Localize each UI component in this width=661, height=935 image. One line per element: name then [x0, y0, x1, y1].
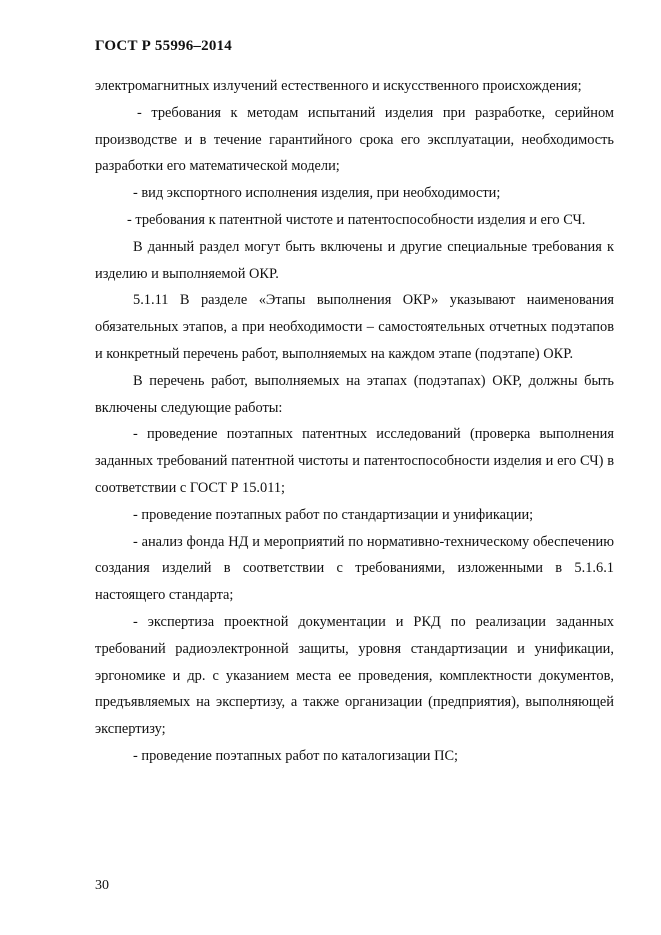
- paragraph: - анализ фонда НД и мероприятий по нормативно-техническому обеспечению создания изделий в соответствии с требованиями, изложенными в 5.1.6.1 настоящего стандарта;: [95, 533, 614, 604]
- paragraph: В перечень работ, выполняемых на этапах (подэтапах) ОКР, должны быть включены следующие работы:: [95, 372, 614, 416]
- paragraph: - требования к методам испытаний изделия при разработке, серийном производстве и в течение гарантийного срока его эксплуатации, необходимость разработки его математической модели;: [95, 104, 614, 175]
- paragraph: - вид экспортного исполнения изделия, при необходимости;: [133, 185, 501, 202]
- paragraph: - проведение поэтапных патентных исследований (проверка выполнения заданных требований патентной чистоты и патентоспособности изделия и его СЧ) в соответствии с ГОСТ Р 15.011;: [95, 426, 614, 496]
- paragraph: В данный раздел могут быть включены и другие специальные требования к изделию и выполняемой ОКР.: [95, 238, 614, 282]
- document-body: [95, 73, 614, 770]
- page-number: 30: [95, 878, 109, 893]
- paragraph: - проведение поэтапных работ по стандартизации и унификации;: [133, 506, 534, 523]
- document-header: ГОСТ Р 55996–2014: [95, 38, 232, 54]
- paragraph: - требования к патентной чистоте и патентоспособности изделия и его СЧ.: [127, 211, 586, 228]
- paragraph: электромагнитных излучений естественного и искусственного происхождения;: [95, 78, 582, 94]
- paragraph: 5.1.11 В разделе «Этапы выполнения ОКР» указывают наименования обязательных этапов, а при необходимости – самостоятельных отчетных подэтапов и конкретный перечень работ, выполняемых на каждом этапе (подэтапе) ОКР.: [95, 292, 614, 362]
- paragraph: - проведение поэтапных работ по каталогизации ПС;: [133, 747, 459, 764]
- paragraph: - экспертиза проектной документации и РКД по реализации заданных требований радиоэлектронной защиты, уровня стандартизации и унификации, эргономике и др. с указанием места ее проведения, комплектности документов, предъявляемых на экспертизу, а также организации (предприятия), выполняющей экспертизу;: [95, 613, 614, 738]
